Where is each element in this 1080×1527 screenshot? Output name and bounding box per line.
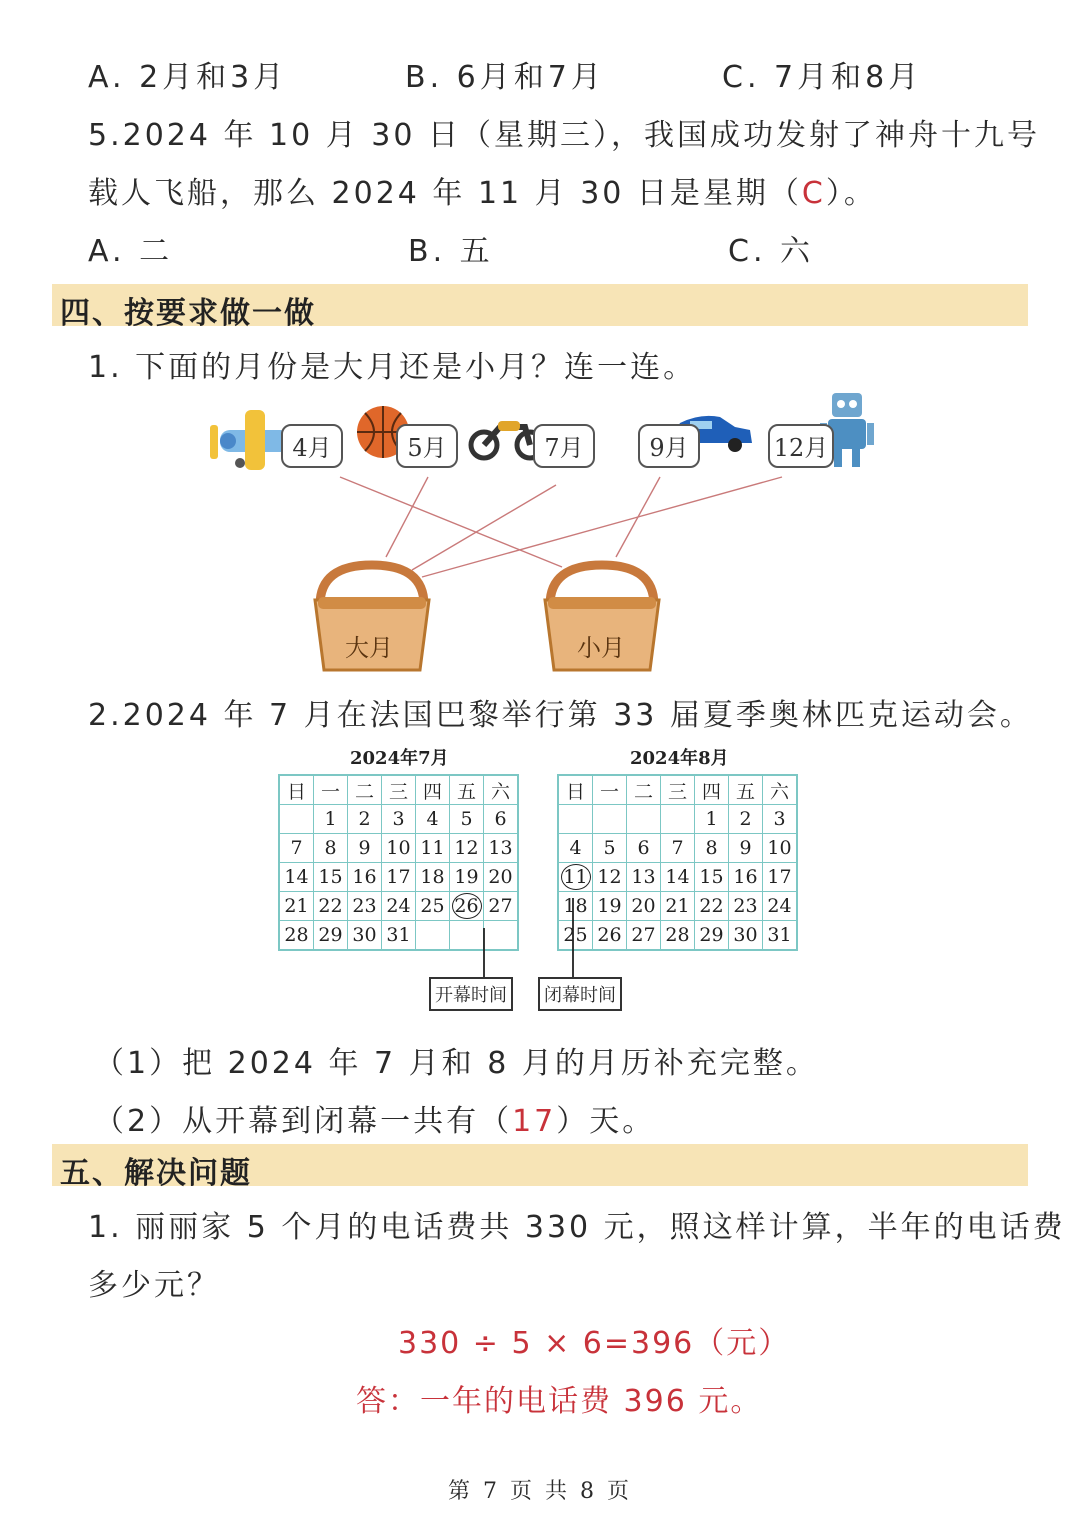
- aug-day-cell: 22: [695, 892, 729, 921]
- s4-sub1: （1）把 2024 年 7 月和 8 月的月历补充完整。: [94, 1046, 819, 1081]
- aug-day-cell: 31: [763, 921, 798, 951]
- section-title: 四、按要求做一做: [60, 296, 316, 331]
- aug-day-cell: 15: [695, 863, 729, 892]
- july-day-cell: 5: [450, 805, 484, 834]
- july-day-cell: 3: [382, 805, 416, 834]
- q5-line2: 载人飞船，那么 2024 年 11 月 30 日是星期（C）。: [88, 176, 877, 211]
- open-label: 开幕时间: [429, 977, 513, 1011]
- aug-day-cell: 26: [593, 921, 627, 951]
- july-day-cell: 1: [314, 805, 348, 834]
- aug-day-cell: 18: [558, 892, 593, 921]
- weekday-header: 三: [382, 775, 416, 805]
- aug-day-cell: 25: [558, 921, 593, 951]
- option-a: A. 2月和3月: [88, 60, 288, 95]
- aug-day-cell: 30: [729, 921, 763, 951]
- section-header-5: [52, 1144, 1028, 1191]
- july-day-cell: 7: [279, 834, 314, 863]
- weekday-header: 日: [558, 775, 593, 805]
- july-day-cell: 21: [279, 892, 314, 921]
- aug-day-cell: 24: [763, 892, 798, 921]
- july-day-cell: 17: [382, 863, 416, 892]
- weekday-header: 二: [348, 775, 382, 805]
- aug-day-cell: 9: [729, 834, 763, 863]
- weekday-header: 六: [763, 775, 798, 805]
- q5-line1: 5.2024 年 10 月 30 日（星期三），我国成功发射了神舟十九号: [88, 118, 1040, 153]
- july-day-cell: 6: [484, 805, 519, 834]
- july-day-cell: 2: [348, 805, 382, 834]
- july-day-cell: 22: [314, 892, 348, 921]
- july-day-cell: 16: [348, 863, 382, 892]
- month-box-4: 4月: [281, 424, 343, 468]
- month-box-12: 12月: [768, 424, 834, 468]
- aug-day-cell: 16: [729, 863, 763, 892]
- aug-day-cell: 13: [627, 863, 661, 892]
- option-c: C. 7月和8月: [722, 60, 923, 95]
- aug-circled-day: 11: [561, 864, 591, 890]
- weekday-header: 四: [695, 775, 729, 805]
- aug-day-cell: 3: [763, 805, 798, 834]
- aug-day-cell: 1: [695, 805, 729, 834]
- july-day-cell: 27: [484, 892, 519, 921]
- july-day-cell: 4: [416, 805, 450, 834]
- s4-q2: 2.2024 年 7 月在法国巴黎举行第 33 届夏季奥林匹克运动会。: [88, 698, 1033, 733]
- q5-option-c: C. 六: [728, 234, 815, 269]
- july-day-cell: 12: [450, 834, 484, 863]
- july-day-cell: 18: [416, 863, 450, 892]
- july-day-cell: 9: [348, 834, 382, 863]
- july-day-cell: 13: [484, 834, 519, 863]
- weekday-header: 五: [450, 775, 484, 805]
- calc-answer: 330 ÷ 5 × 6=396（元）: [398, 1326, 791, 1361]
- s5-q1-line1: 1. 丽丽家 5 个月的电话费共 330 元，照这样计算，半年的电话费: [88, 1210, 1066, 1245]
- aug-day-cell: 2: [729, 805, 763, 834]
- july-day-cell: 11: [416, 834, 450, 863]
- weekday-header: 六: [484, 775, 519, 805]
- aug-title: 2024年8月: [630, 748, 729, 769]
- weekday-header: 三: [661, 775, 695, 805]
- page-footer: 第 7 页 共 8 页: [448, 1479, 632, 1504]
- option-b: B. 6月和7月: [405, 60, 605, 95]
- weekday-header: 二: [627, 775, 661, 805]
- q5-option-b: B. 五: [408, 234, 494, 269]
- s4-sub2: （2）从开幕到闭幕一共有（17）天。: [94, 1104, 656, 1139]
- q5-answer: C: [801, 176, 826, 211]
- s5-q1-line2: 多少元？: [88, 1268, 220, 1303]
- july-day-cell: 19: [450, 863, 484, 892]
- aug-day-cell: 29: [695, 921, 729, 951]
- section-title: 五、解决问题: [60, 1156, 252, 1191]
- aug-day-cell: 28: [661, 921, 695, 951]
- july-title: 2024年7月: [350, 748, 449, 769]
- july-day-cell: 15: [314, 863, 348, 892]
- aug-day-cell: 6: [627, 834, 661, 863]
- aug-day-cell: 10: [763, 834, 798, 863]
- july-day-cell: 25: [416, 892, 450, 921]
- july-day-cell: 29: [314, 921, 348, 951]
- weekday-header: 日: [279, 775, 314, 805]
- basket-label-small: 小月: [577, 634, 625, 662]
- aug-day-cell: 8: [695, 834, 729, 863]
- close-label: 闭幕时间: [538, 977, 622, 1011]
- aug-day-cell: 14: [661, 863, 695, 892]
- july-day-cell: 14: [279, 863, 314, 892]
- aug-day-cell: 21: [661, 892, 695, 921]
- weekday-header: 五: [729, 775, 763, 805]
- july-day-cell: 23: [348, 892, 382, 921]
- aug-day-cell: 23: [729, 892, 763, 921]
- july-day-cell: 28: [279, 921, 314, 951]
- month-box-5: 5月: [396, 424, 458, 468]
- month-box-9: 9月: [638, 424, 700, 468]
- july-day-cell: 24: [382, 892, 416, 921]
- aug-day-cell: 12: [593, 863, 627, 892]
- july-day-cell: 10: [382, 834, 416, 863]
- aug-day-cell: 19: [593, 892, 627, 921]
- july-day-cell: 31: [382, 921, 416, 951]
- aug-day-cell: 20: [627, 892, 661, 921]
- basket-label-big: 大月: [345, 634, 393, 662]
- weekday-header: 一: [593, 775, 627, 805]
- weekday-header: 四: [416, 775, 450, 805]
- july-circled-day: 26: [452, 893, 482, 919]
- aug-day-cell: 17: [763, 863, 798, 892]
- july-day-cell: 20: [484, 863, 519, 892]
- aug-day-cell: 4: [558, 834, 593, 863]
- month-box-7: 7月: [533, 424, 595, 468]
- q5-option-a: A. 二: [88, 234, 174, 269]
- aug-day-cell: 27: [627, 921, 661, 951]
- july-day-cell: 30: [348, 921, 382, 951]
- july-day-cell: 8: [314, 834, 348, 863]
- final-answer: 答：一年的电话费 396 元。: [356, 1384, 763, 1419]
- aug-day-cell: 5: [593, 834, 627, 863]
- sub2-answer: 17: [512, 1104, 557, 1139]
- s4-q1: 1. 下面的月份是大月还是小月？连一连。: [88, 350, 697, 385]
- weekday-header: 一: [314, 775, 348, 805]
- aug-day-cell: 7: [661, 834, 695, 863]
